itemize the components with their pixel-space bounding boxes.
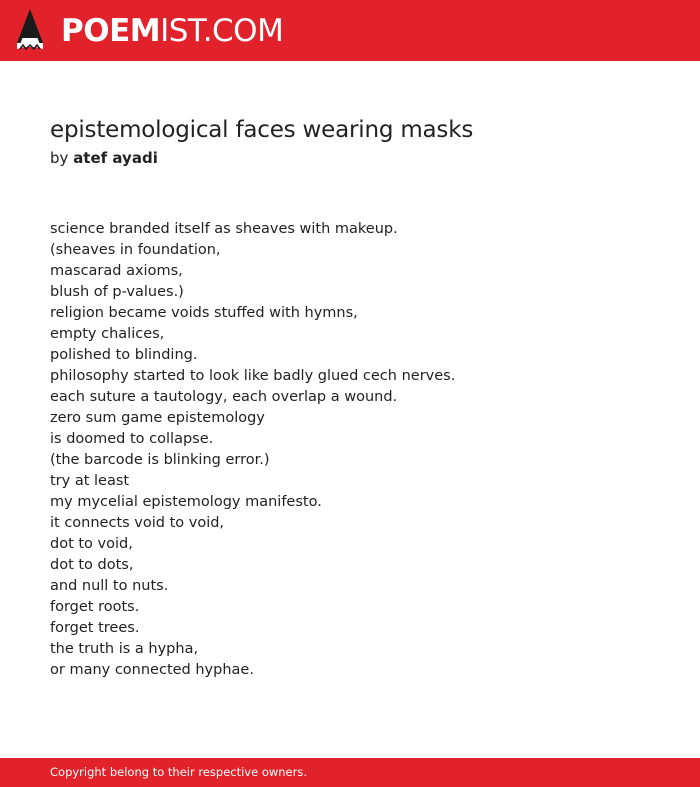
author-name[interactable]: atef ayadi — [73, 149, 158, 167]
poem-line: and null to nuts. — [50, 578, 169, 594]
logo-text-light: IST.COM — [160, 13, 284, 49]
site-footer — [0, 758, 700, 787]
poem-line: try at least — [50, 473, 130, 489]
pencil-tip-icon[interactable] — [17, 9, 43, 51]
poem-line: or many connected hyphae. — [50, 662, 254, 678]
poem-line: my mycelial epistemology manifesto. — [50, 494, 322, 510]
poem-line: (the barcode is blinking error.) — [50, 452, 270, 468]
poem-line: is doomed to collapse. — [50, 431, 214, 447]
poem-line: dot to dots, — [50, 557, 134, 573]
site-logo[interactable] — [61, 11, 283, 51]
poem-line: religion became voids stuffed with hymns, — [50, 305, 358, 321]
poem-line: empty chalices, — [50, 326, 165, 342]
poem-line: polished to blinding. — [50, 347, 198, 363]
poem-line: each suture a tautology, each overlap a wound. — [50, 389, 398, 405]
poem-line: philosophy started to look like badly glued cech nerves. — [50, 368, 456, 384]
copyright-notice: Copyright belong to their respective owners. — [50, 765, 308, 779]
poem-byline — [50, 149, 158, 167]
poem-line: forget roots. — [50, 599, 140, 615]
poem-body — [50, 219, 455, 681]
poem-title: epistemological faces wearing masks — [50, 117, 474, 143]
poem-line: science branded itself as sheaves with makeup. — [50, 221, 398, 237]
poem-line: blush of p-values.) — [50, 284, 184, 300]
poem-line: mascarad axioms, — [50, 263, 183, 279]
poem-line: forget trees. — [50, 620, 140, 636]
by-label: by — [50, 149, 69, 167]
poem-line: zero sum game epistemology — [50, 410, 265, 426]
poem-line: it connects void to void, — [50, 515, 225, 531]
logo-text-bold: POEM — [61, 13, 161, 49]
poem-line: (sheaves in foundation, — [50, 242, 221, 258]
site-header — [0, 0, 700, 61]
poem-line: the truth is a hypha, — [50, 641, 199, 657]
poem-line: dot to void, — [50, 536, 133, 552]
